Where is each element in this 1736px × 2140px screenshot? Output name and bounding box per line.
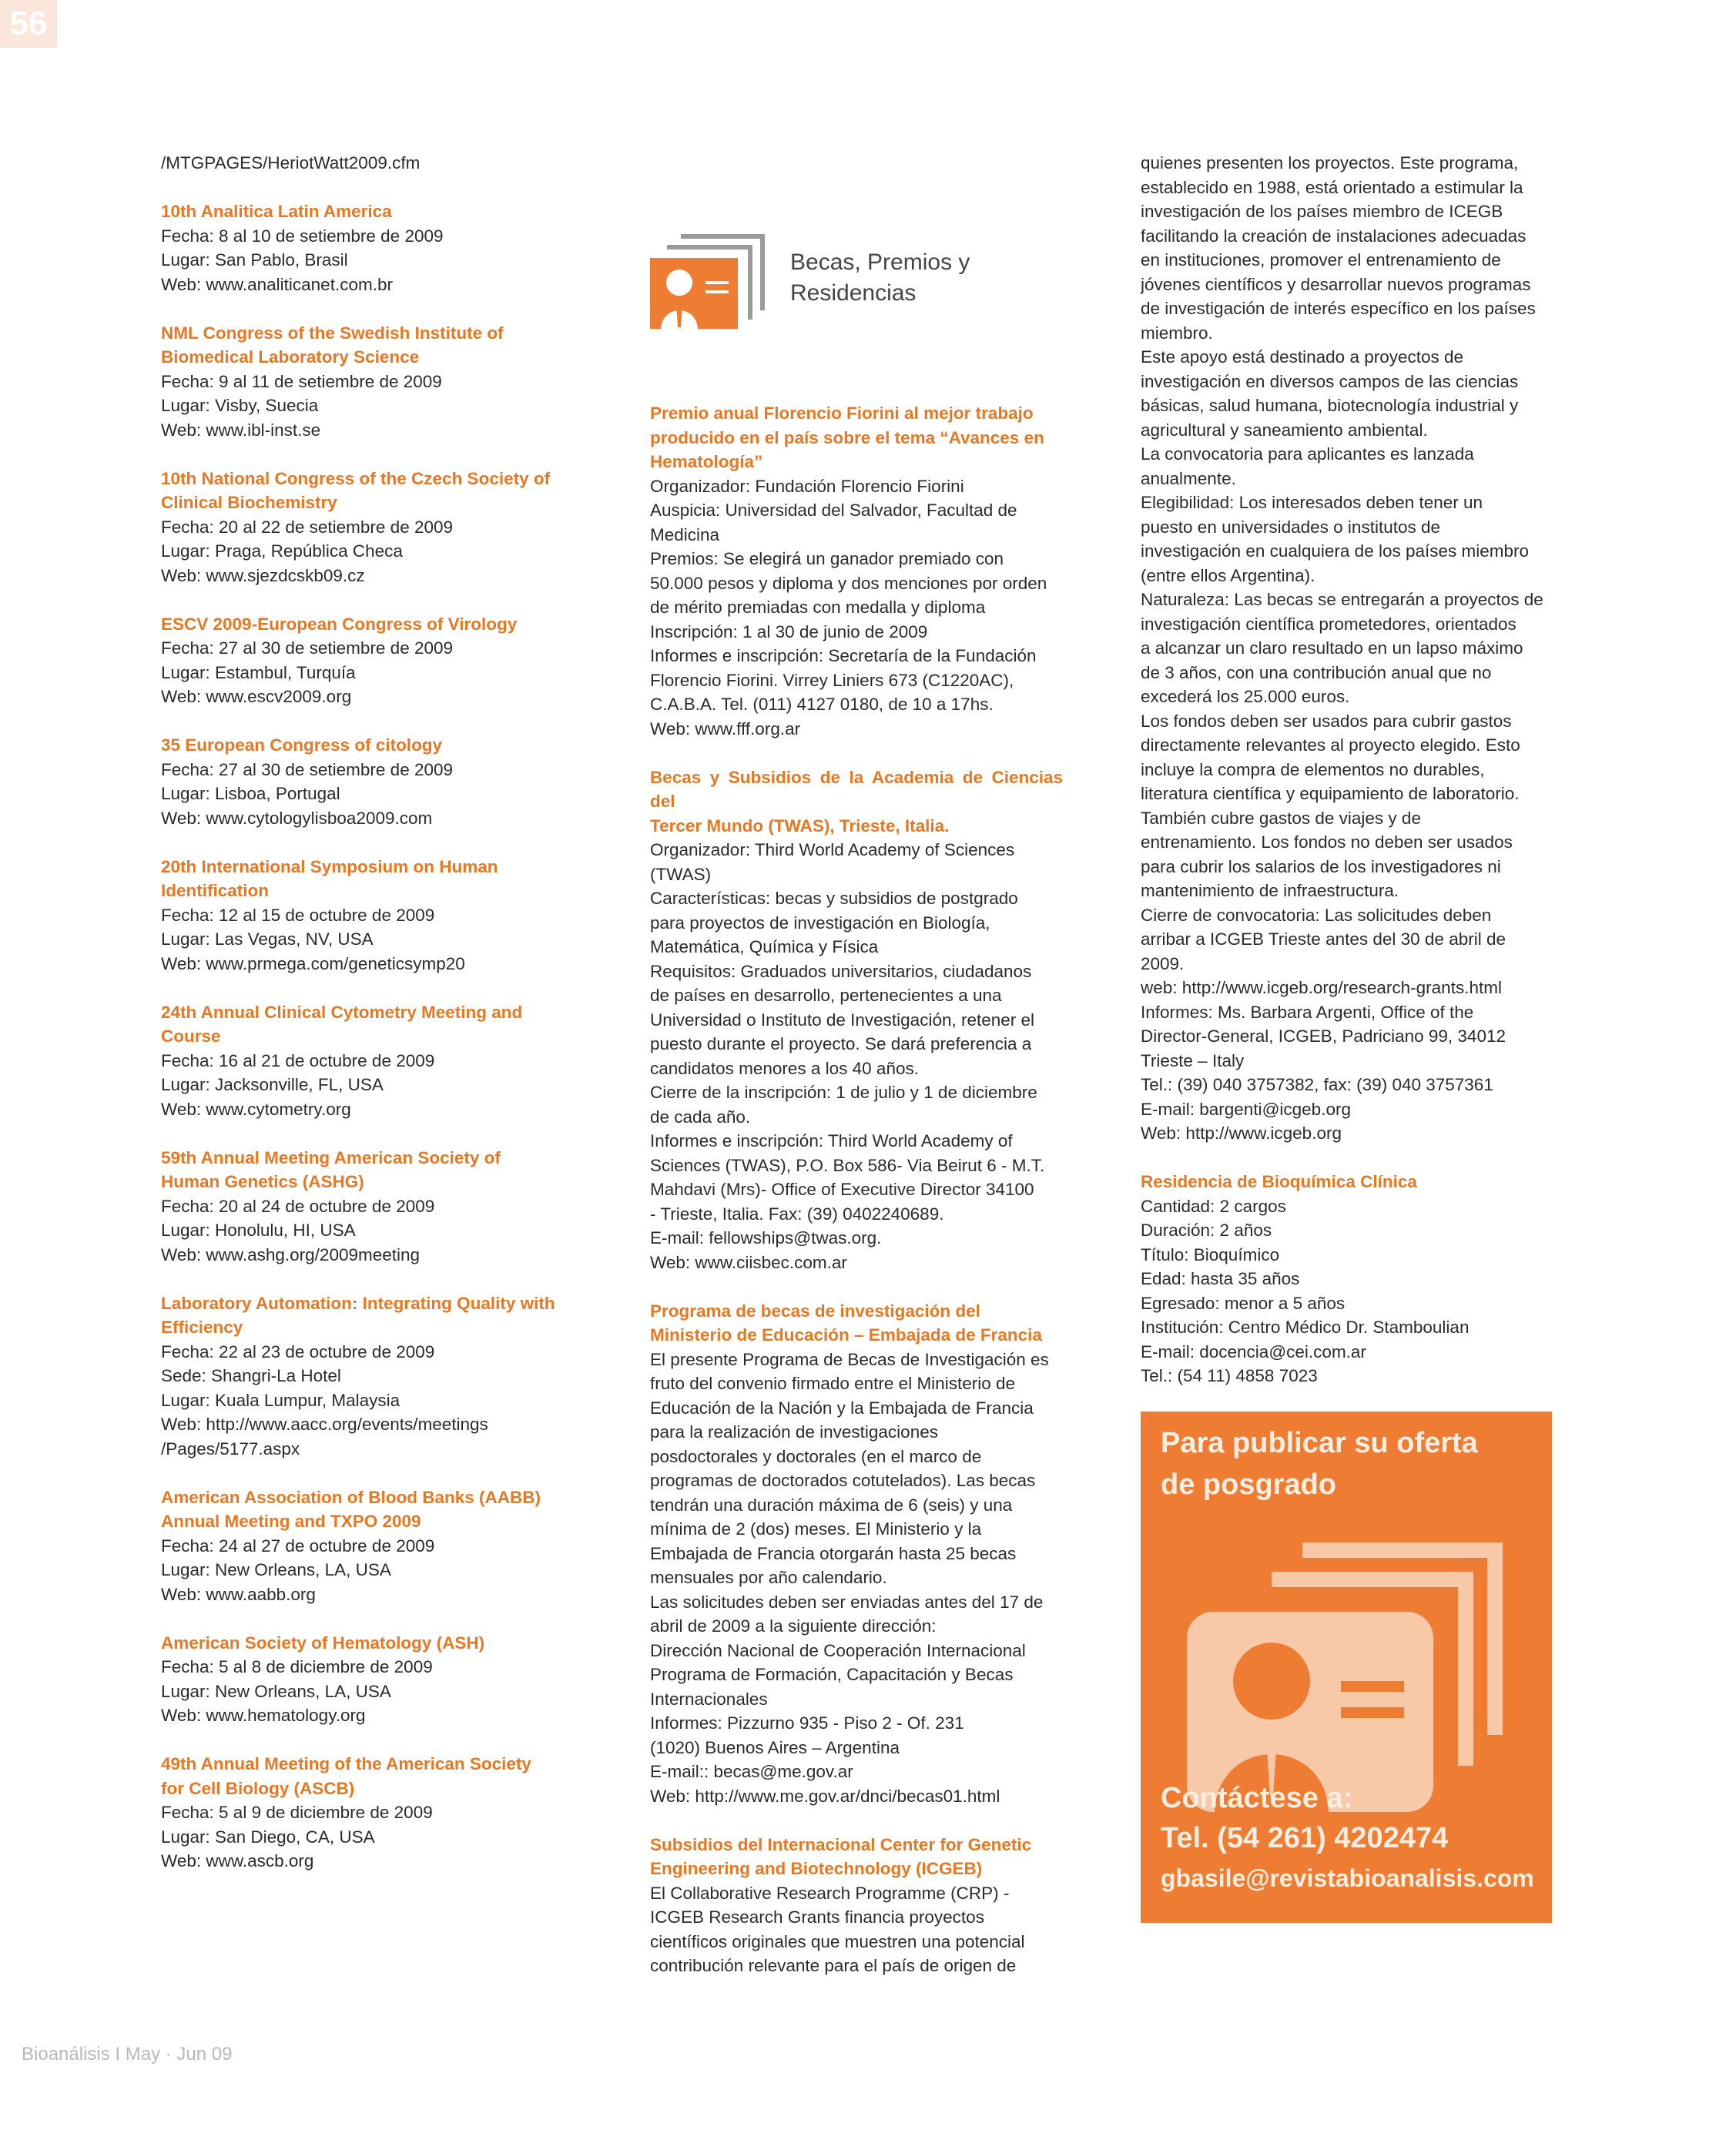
event-title: 24th Annual Clinical Cytometry Meeting and: [161, 1002, 523, 1022]
event-title: 35 European Congress of citology: [161, 735, 443, 755]
residencia-detail: Tel.: (54 11) 4858 7023: [1141, 1366, 1318, 1385]
beca-detail[interactable]: E-mail: fellowships@twas.org.: [650, 1228, 882, 1247]
residencia-title: Residencia de Bioquímica Clínica: [1141, 1172, 1417, 1191]
icgeb-line: investigación científica prometedores, orientados: [1141, 614, 1516, 634]
icgeb-line: literatura científica y equipamiento de laboratorio.: [1141, 784, 1520, 803]
event-entry: [161, 1000, 577, 1122]
beca-title: producido en el país sobre el tema “Avances en: [650, 427, 1044, 447]
beca-detail: mensuales por año calendario.: [650, 1568, 887, 1587]
event-detail: Fecha: 22 al 23 de octubre de 2009: [161, 1341, 435, 1361]
beca-detail: Florencio Fiorini. Virrey Liniers 673 (C1220AC),: [650, 670, 1014, 690]
beca-detail[interactable]: Web: www.fff.org.ar: [650, 718, 801, 738]
beca-detail[interactable]: Web: http://www.me.gov.ar/dnci/becas01.html: [650, 1786, 1000, 1806]
promo-contact: [1161, 1778, 1534, 1898]
beca-detail: Medicina: [650, 524, 720, 544]
icgeb-line: investigación en cualquiera de los países miembro: [1141, 541, 1530, 561]
icgeb-line: Naturaleza: Las becas se entregarán a proyectos de: [1141, 590, 1543, 609]
becas-header: [650, 230, 1063, 401]
beca-detail: Embajada de Francia otorgarán hasta 25 becas: [650, 1543, 1017, 1563]
event-detail: Sede: Shangri-La Hotel: [161, 1366, 341, 1385]
event-detail: Fecha: 12 al 15 de octubre de 2009: [161, 905, 435, 925]
event-entry: [161, 1291, 577, 1462]
scholarship-card-icon: [650, 230, 766, 330]
event-entry: [161, 467, 577, 588]
event-detail[interactable]: Web: www.sjezdcskb09.cz: [161, 565, 365, 585]
icgeb-line: quienes presenten los proyectos. Este programa,: [1141, 153, 1519, 172]
event-detail: Fecha: 20 al 24 de octubre de 2009: [161, 1196, 435, 1216]
icgeb-line[interactable]: Web: http://www.icgeb.org: [1141, 1124, 1342, 1143]
beca-entry: [650, 1299, 1063, 1809]
beca-detail: programas de doctorados cotutelados). Las becas: [650, 1471, 1036, 1490]
event-detail[interactable]: Web: www.analiticanet.com.br: [161, 274, 393, 294]
event-detail[interactable]: Web: http://www.aacc.org/events/meetings: [161, 1415, 488, 1434]
beca-detail: puesto durante el proyecto. Se dará preferencia a: [650, 1034, 1032, 1053]
icgeb-line: investigación en diversos campos de las ciencias: [1141, 371, 1519, 391]
residencia-detail: Duración: 2 años: [1141, 1221, 1272, 1240]
icgeb-line: en instituciones, promover el entrenamiento de: [1141, 250, 1501, 270]
top-line: /MTGPAGES/HeriotWatt2009.cfm: [161, 153, 421, 172]
events-column: [161, 151, 577, 1897]
event-title: American Society of Hematology (ASH): [161, 1633, 485, 1653]
beca-detail: Internacionales: [650, 1689, 768, 1709]
event-entry: [161, 199, 577, 296]
event-detail: Lugar: New Orleans, LA, USA: [161, 1681, 391, 1701]
icgeb-line: Elegibilidad: Los interesados deben tener un: [1141, 493, 1483, 512]
beca-detail: Las solicitudes deben ser enviadas antes del 17 de: [650, 1592, 1044, 1612]
icgeb-line: de 3 años, con una contribución anual que no: [1141, 662, 1492, 682]
beca-detail: posdoctorales y doctorales (en el marco de: [650, 1446, 982, 1466]
beca-detail: Mahdavi (Mrs)- Office of Executive Director 34100: [650, 1180, 1034, 1199]
event-title: Efficiency: [161, 1318, 243, 1337]
event-entry: [161, 612, 577, 709]
beca-detail: (1020) Buenos Aires – Argentina: [650, 1737, 900, 1757]
beca-title: Programa de becas de investigación del: [650, 1301, 980, 1321]
event-entry: [161, 733, 577, 830]
beca-detail: para proyectos de investigación en Biología,: [650, 913, 990, 933]
icgeb-line: Los fondos deben ser usados para cubrir gastos: [1141, 711, 1512, 731]
beca-detail: Inscripción: 1 al 30 de junio de 2009: [650, 621, 928, 641]
residencia-detail[interactable]: E-mail: docencia@cei.com.ar: [1141, 1341, 1366, 1361]
residencia-entry: [1141, 1170, 1552, 1388]
residencia-detail: Título: Bioquímico: [1141, 1244, 1280, 1264]
residencia-detail: Cantidad: 2 cargos: [1141, 1196, 1286, 1216]
icgeb-line: excederá los 25.000 euros.: [1141, 687, 1350, 706]
icgeb-line: directamente relevantes al proyecto elegido. Esto: [1141, 735, 1520, 755]
beca-title: Becas y Subsidios de la Academia de Ciencias del: [650, 767, 1063, 811]
event-title: 49th Annual Meeting of the American Society: [161, 1754, 531, 1773]
beca-detail: (TWAS): [650, 864, 712, 884]
beca-detail[interactable]: E-mail:: becas@me.gov.ar: [650, 1762, 853, 1781]
beca-detail: Auspicia: Universidad del Salvador, Facultad de: [650, 501, 1017, 520]
beca-detail: Características: becas y subsidios de postgrado: [650, 889, 1018, 908]
icgeb-line: para cubrir los salarios de los investigadores ni: [1141, 856, 1501, 876]
event-detail: Lugar: Visby, Suecia: [161, 396, 319, 415]
beca-detail: Informes: Pizzurno 935 - Piso 2 - Of. 231: [650, 1713, 964, 1733]
section-label-line: Becas, Premios y: [790, 249, 970, 275]
beca-title: Ministerio de Educación – Embajada de Francia: [650, 1325, 1042, 1345]
beca-title: Engineering and Biotechnology (ICGEB): [650, 1859, 983, 1878]
event-title: 10th National Congress of the Czech Society of: [161, 468, 551, 488]
beca-detail: Organizador: Fundación Florencio Fiorini: [650, 476, 964, 496]
icgeb-line: miembro.: [1141, 323, 1213, 343]
promo-title: [1161, 1422, 1478, 1505]
event-detail[interactable]: Web: www.aabb.org: [161, 1584, 316, 1604]
promo-title-line: Para publicar su oferta: [1161, 1427, 1478, 1459]
beca-title: Premio anual Florencio Fiorini al mejor trabajo: [650, 404, 1034, 423]
beca-detail: 50.000 pesos y diploma y dos menciones por orden: [650, 573, 1047, 593]
section-label-line: Residencias: [790, 280, 917, 306]
residencia-detail: Institución: Centro Médico Dr. Stamboulian: [1141, 1318, 1470, 1337]
event-title: Course: [161, 1026, 221, 1046]
event-detail: Fecha: 20 al 22 de setiembre de 2009: [161, 517, 454, 537]
top-line-entry: [161, 151, 577, 176]
beca-detail: ICGEB Research Grants financia proyectos: [650, 1907, 984, 1927]
icgeb-line: También cubre gastos de viajes y de: [1141, 808, 1421, 828]
beca-title: Hematología”: [650, 452, 763, 471]
event-title: American Association of Blood Banks (AABB): [161, 1487, 541, 1507]
icgeb-line: investigación de los países miembro de ICEGB: [1141, 202, 1503, 221]
beca-title: Tercer Mundo (TWAS), Trieste, Italia.: [650, 815, 950, 836]
contact-phone: Tel. (54 261) 4202474: [1161, 1822, 1449, 1854]
icgeb-line: Tel.: (39) 040 3757382, fax: (39) 040 3757361: [1141, 1075, 1493, 1094]
icgeb-line: Este apoyo está destinado a proyectos de: [1141, 347, 1464, 367]
event-detail: Lugar: Honolulu, HI, USA: [161, 1221, 356, 1240]
beca-detail: científicos originales que muestren una potencial: [650, 1931, 1025, 1951]
beca-entry: [650, 765, 1063, 1275]
icgeb-line: Trieste – Italy: [1141, 1050, 1245, 1070]
event-detail: Lugar: San Diego, CA, USA: [161, 1827, 375, 1847]
icgeb-line: Director-General, ICGEB, Padriciano 99, 34012: [1141, 1026, 1506, 1046]
promo-title-line: de posgrado: [1161, 1469, 1337, 1501]
event-entry: [161, 1752, 577, 1874]
beca-detail: de cada año.: [650, 1107, 751, 1127]
page-number: 56: [0, 0, 57, 48]
icgeb-line: 2009.: [1141, 953, 1185, 973]
beca-detail[interactable]: Web: www.ciisbec.com.ar: [650, 1252, 847, 1272]
event-title: Human Genetics (ASHG): [161, 1172, 364, 1191]
event-detail: /Pages/5177.aspx: [161, 1438, 300, 1458]
becas-column: [650, 151, 1063, 2002]
icgeb-column: [1141, 151, 1552, 1412]
event-detail: Fecha: 16 al 21 de octubre de 2009: [161, 1050, 435, 1070]
beca-detail: Dirección Nacional de Cooperación Internacional: [650, 1640, 1026, 1660]
residencia-detail: Edad: hasta 35 años: [1141, 1269, 1300, 1288]
event-detail: Fecha: 27 al 30 de setiembre de 2009: [161, 638, 454, 658]
event-detail[interactable]: Web: www.prmega.com/geneticsymp20: [161, 953, 465, 973]
event-detail: Lugar: San Pablo, Brasil: [161, 250, 348, 270]
icgeb-line: (entre ellos Argentina).: [1141, 565, 1315, 585]
event-title: ESCV 2009-European Congress of Virology: [161, 614, 518, 634]
beca-detail: de mérito premiadas con medalla y diploma: [650, 598, 986, 617]
icgeb-line: Informes: Ms. Barbara Argenti, Office of the: [1141, 1002, 1474, 1022]
icgeb-line: facilitando la creación de instalaciones adecuadas: [1141, 226, 1527, 246]
event-title: 10th Analitica Latin America: [161, 202, 392, 221]
beca-detail: candidatos menores a los 40 años.: [650, 1058, 919, 1078]
section-label: [790, 247, 970, 309]
beca-detail: Informes e inscripción: Third World Academy of: [650, 1131, 1013, 1150]
event-entry: [161, 1631, 577, 1728]
event-title: for Cell Biology (ASCB): [161, 1778, 355, 1798]
promo-box: [1141, 1412, 1552, 1923]
beca-detail: El Collaborative Research Programme (CRP) -: [650, 1883, 1010, 1903]
beca-detail: - Trieste, Italia. Fax: (39) 0402240689.: [650, 1204, 944, 1224]
event-title: 59th Annual Meeting American Society of: [161, 1147, 501, 1167]
event-detail: Lugar: New Orleans, LA, USA: [161, 1560, 391, 1579]
event-detail[interactable]: Web: www.cytologylisboa2009.com: [161, 808, 433, 828]
event-detail[interactable]: Web: www.cytometry.org: [161, 1099, 351, 1119]
event-detail: Lugar: Estambul, Turquía: [161, 662, 356, 682]
icgeb-line: incluye la compra de elementos no durables,: [1141, 759, 1485, 779]
contact-email[interactable]: gbasile@revistabioanalisis.com: [1161, 1864, 1534, 1892]
icgeb-line[interactable]: E-mail: bargenti@icgeb.org: [1141, 1099, 1351, 1119]
event-title: NML Congress of the Swedish Institute of: [161, 323, 504, 343]
icgeb-text: [1141, 151, 1552, 1146]
icgeb-line: entrenamiento. Los fondos no deben ser usados: [1141, 832, 1513, 852]
icgeb-line: jóvenes científicos y desarrollar nuevos programas: [1141, 274, 1531, 294]
beca-detail: Educación de la Nación y la Embajada de Francia: [650, 1398, 1034, 1418]
event-detail: Lugar: Jacksonville, FL, USA: [161, 1075, 384, 1094]
icgeb-line: de investigación de interés específico en los países: [1141, 299, 1536, 318]
icgeb-line: anualmente.: [1141, 468, 1236, 488]
beca-detail: Programa de Formación, Capacitación y Becas: [650, 1665, 1014, 1684]
beca-detail: para la realización de investigaciones: [650, 1422, 938, 1442]
beca-detail: Organizador: Third World Academy of Sciences: [650, 840, 1015, 859]
event-detail: Lugar: Kuala Lumpur, Malaysia: [161, 1390, 400, 1410]
beca-detail: abril de 2009 a la siguiente dirección:: [650, 1616, 937, 1636]
beca-detail: Informes e inscripción: Secretaría de la Fundación: [650, 646, 1037, 665]
beca-detail: de países en desarrollo, pertenecientes a una: [650, 986, 1002, 1005]
beca-detail: tendrán una duración máxima de 6 (seis) y una: [650, 1495, 1013, 1515]
event-detail[interactable]: Web: www.ibl-inst.se: [161, 420, 321, 440]
event-entry: [161, 1485, 577, 1607]
event-title: Laboratory Automation: Integrating Quality with: [161, 1293, 555, 1313]
event-detail: Fecha: 9 al 11 de setiembre de 2009: [161, 371, 442, 391]
event-entry: [161, 855, 577, 976]
event-detail[interactable]: Web: www.ashg.org/2009meeting: [161, 1244, 421, 1264]
beca-detail: Matemática, Química y Física: [650, 937, 879, 956]
icgeb-line: arribar a ICGEB Trieste antes del 30 de abril de: [1141, 929, 1506, 949]
event-title: 20th International Symposium on Human: [161, 856, 498, 876]
icgeb-line: a alcanzar un claro resultado en un lapso máximo: [1141, 638, 1523, 658]
event-detail: Fecha: 8 al 10 de setiembre de 2009: [161, 226, 444, 246]
beca-detail: C.A.B.A. Tel. (011) 4127 0180, de 10 a 17hs.: [650, 695, 994, 714]
event-detail: Fecha: 27 al 30 de setiembre de 2009: [161, 759, 454, 779]
icgeb-line: Cierre de convocatoria: Las solicitudes deben: [1141, 905, 1492, 925]
event-detail: Lugar: Las Vegas, NV, USA: [161, 929, 374, 949]
beca-detail: contribución relevante para el país de origen de: [650, 1956, 1017, 1975]
event-detail: Lugar: Praga, República Checa: [161, 541, 403, 561]
icgeb-line: básicas, salud humana, biotecnología industrial y: [1141, 396, 1519, 415]
event-detail: Lugar: Lisboa, Portugal: [161, 784, 340, 803]
beca-detail: Universidad o Instituto de Investigación, retener el: [650, 1010, 1035, 1030]
beca-detail: Sciences (TWAS), P.O. Box 586- Via Beirut 6 - M.T.: [650, 1155, 1045, 1175]
beca-detail: Cierre de la inscripción: 1 de julio y 1 de diciembre: [650, 1083, 1037, 1102]
beca-detail: Premios: Se elegirá un ganador premiado con: [650, 549, 1004, 568]
icgeb-line: agricultural y saneamiento ambiental.: [1141, 420, 1428, 440]
icgeb-line: establecido en 1988, está orientado a estimular la: [1141, 177, 1523, 197]
beca-title: Subsidios del Internacional Center for Genetic: [650, 1834, 1032, 1854]
residencia-detail: Egresado: menor a 5 años: [1141, 1293, 1346, 1313]
becas-list: [650, 401, 1063, 1978]
beca-detail: Requisitos: Graduados universitarios, ciudadanos: [650, 961, 1032, 981]
event-title: Identification: [161, 881, 269, 900]
event-title: Biomedical Laboratory Science: [161, 347, 420, 367]
event-detail: Fecha: 24 al 27 de octubre de 2009: [161, 1536, 435, 1556]
event-detail[interactable]: Web: www.hematology.org: [161, 1706, 366, 1725]
event-detail[interactable]: Web: www.ascb.org: [161, 1851, 314, 1870]
event-entry: [161, 1146, 577, 1268]
icgeb-line: mantenimiento de infraestructura.: [1141, 881, 1399, 900]
footer: Bioanálisis I May · Jun 09: [22, 2044, 233, 2065]
residencia-details: [1141, 1194, 1552, 1388]
events-list: [161, 199, 577, 1874]
icgeb-line[interactable]: web: http://www.icgeb.org/research-grants.html: [1141, 978, 1502, 997]
event-detail[interactable]: Web: www.escv2009.org: [161, 687, 352, 706]
event-detail: Fecha: 5 al 8 de diciembre de 2009: [161, 1657, 433, 1676]
beca-entry: [650, 1833, 1063, 1978]
beca-detail: mínima de 2 (dos) meses. El Ministerio y la: [650, 1519, 982, 1539]
event-title: Annual Meeting and TXPO 2009: [161, 1512, 421, 1531]
beca-detail: El presente Programa de Becas de Investigación es: [650, 1349, 1049, 1369]
icgeb-line: puesto en universidades o institutos de: [1141, 517, 1441, 537]
beca-entry: [650, 401, 1063, 741]
icgeb-line: La convocatoria para aplicantes es lanzada: [1141, 444, 1474, 464]
beca-detail: fruto del convenio firmado entre el Ministerio de: [650, 1374, 1015, 1393]
event-entry: [161, 321, 577, 443]
contact-label: Contáctese a:: [1161, 1782, 1353, 1814]
event-detail: Fecha: 5 al 9 de diciembre de 2009: [161, 1803, 433, 1822]
event-title: Clinical Biochemistry: [161, 493, 337, 512]
